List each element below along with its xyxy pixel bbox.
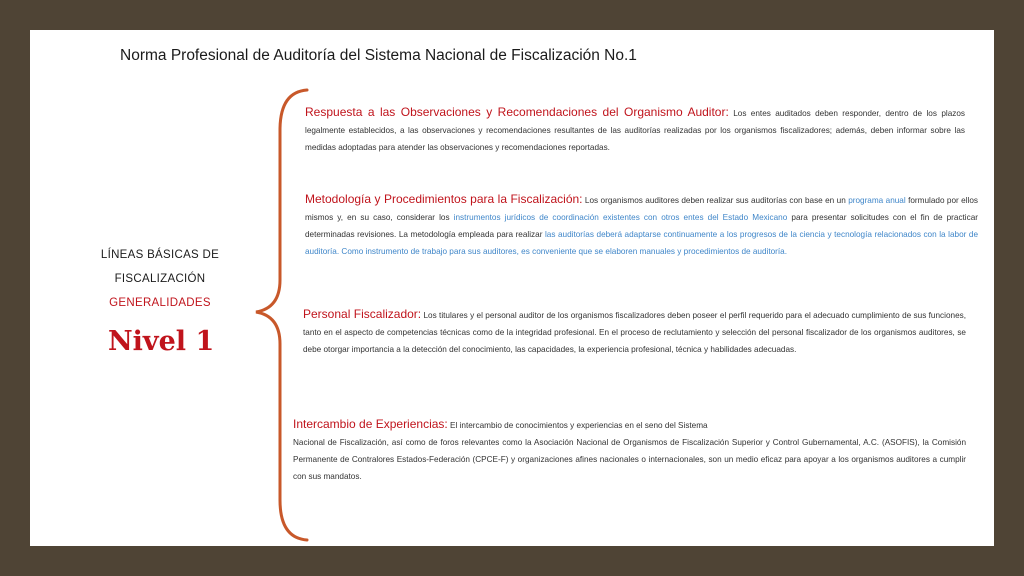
label-generalidades: GENERALIDADES <box>109 297 211 309</box>
metodologia-heading: Metodología y Procedimientos para la Fiscalización: <box>305 192 583 206</box>
personal-heading: Personal Fiscalizador: <box>303 307 422 321</box>
metodologia-link-auditorias[interactable]: las auditorías deberá adaptarse continuamente a los progresos de la ciencia y tecnología relacionados con la labor de auditoría. Como instrumento de trabajo para sus auditores, es conveniente que se elaboren manuales y procedimientos de auditoría. <box>305 230 979 256</box>
block-respuesta <box>305 104 965 156</box>
nivel-heading: Nivel 1 <box>108 326 215 357</box>
respuesta-heading: Respuesta a las Observaciones y Recomendaciones del Organismo Auditor: <box>305 105 729 119</box>
block-personal <box>303 306 966 358</box>
intercambio-body: Nacional de Fiscalización, así como de foros relevantes como la Asociación Nacional de Organismos de Fiscalización Superior y Control Gubernamental, A.C. (ASOFIS), la Comisión Permanente de Contralores Estados-Federación (CPCE-F) y organizaciones afines nacionales o internacionales, son un medio eficaz para apoyar a los organismos auditores a cumplir con sus mandatos. <box>293 438 966 481</box>
block-intercambio <box>293 416 966 485</box>
metodologia-link-instrumentos[interactable]: instrumentos jurídicos de coordinación existentes con otros entes del Estado Mexicano <box>453 213 788 222</box>
metodologia-link-programa[interactable]: programa anual <box>848 196 906 205</box>
block-metodologia <box>305 191 978 260</box>
label-line-2: FISCALIZACIÓN <box>114 273 206 285</box>
slide-title: Norma Profesional de Auditoría del Sistema Nacional de Fiscalización No.1 <box>120 47 637 64</box>
personal-body: Los titulares y el personal auditor de los organismos fiscalizadores deben poseer el perfil requerido para el adecuado cumplimiento de sus funciones, tanto en el aspecto de competencias técnicas como de la integridad profesional. En el proceso de reclutamiento y selección del personal fiscalizador de los organismos auditores, se debe otorgar importancia a la detección del conocimiento, las capacidades, la experiencia profesional, técnica y habilidades adecuadas. <box>303 311 966 354</box>
intercambio-heading: Intercambio de Experiencias: <box>293 417 448 431</box>
slide <box>30 30 994 546</box>
metodologia-text-3: para presentar solicitudes con el fin de practicar determinadas revisiones. La metodología empleada para realizar <box>305 213 979 239</box>
metodologia-text-1: Los organismos auditores deben realizar sus auditorías con base en un <box>582 196 849 205</box>
intercambio-line-1: El intercambio de conocimientos y experiencias en el seno del Sistema <box>447 421 708 430</box>
metodologia-text-2: formulado por ellos mismos y, en su caso, considerar los <box>305 196 979 222</box>
label-line-1: LÍNEAS BÁSICAS DE <box>100 249 220 261</box>
respuesta-body: Los entes auditados deben responder, dentro de los plazos legalmente establecidos, a las observaciones y recomendaciones resultantes de las auditorías realizadas por los organismos fiscalizadores; además, deben informar sobre las medidas adoptadas para atender las observaciones y recomendaciones reportadas. <box>305 109 966 152</box>
